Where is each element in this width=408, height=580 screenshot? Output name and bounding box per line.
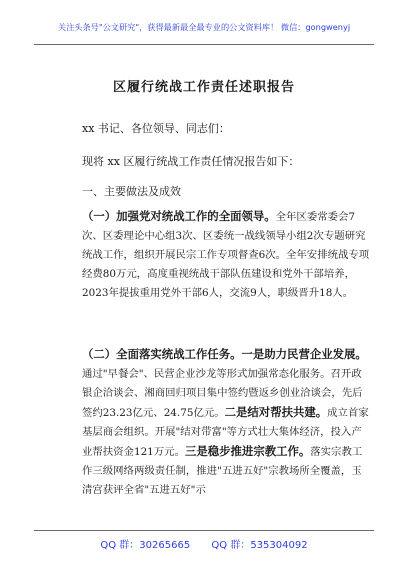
paragraph-2-body1: 通过"早餐会"、民营企业沙龙等形式加强常态化服务。召开政银企洽谈会、湘商回归项目集中签约暨返乡创业洽谈会，先后签约23.23亿元、24.75亿元。 bbox=[82, 368, 363, 419]
banner-divider bbox=[34, 44, 374, 45]
footer-divider bbox=[34, 530, 374, 531]
paragraph-1-lead: （一）加强党对统战工作的全面领导。 bbox=[82, 209, 276, 223]
paragraph-2-body3: 落实宗教工作三级网络两级责任制，推进"五进五好"宗教场所全覆盖，玉清宫获评全省"五进五好"示 bbox=[82, 446, 363, 496]
footer-qq-group-1: QQ 群：30265665 bbox=[100, 540, 191, 551]
paragraph-2 bbox=[82, 345, 372, 500]
paragraph-1 bbox=[82, 207, 372, 303]
paragraph-2-lead: （二）全面落实统战工作任务。 bbox=[82, 347, 242, 361]
intro-line: 现将 xx 区履行统战工作责任情况报告如下： bbox=[82, 155, 300, 168]
salutation: xx 书记、各位领导、同志们： bbox=[82, 122, 230, 135]
paragraph-1-body: 全年区委常委会7次、区委理论中心组3次、区委统一战线领导小组2次专题研究统战工作，组织开展民宗工作专项督查6次。全年安排统战专项经费80万元，高度重视统战干部队伍建设和党外干部培养，2023年提拔重用党外干部6人，交流9人，职级晋升18人。 bbox=[82, 211, 370, 299]
paragraph-2-body2: 成立首家基层商会组织。开展"结对带富"等方式壮大集体经济，投入产业帮扶资金121万元。 bbox=[82, 407, 369, 458]
paragraph-2-sub2: 二是结对帮扶共建。 bbox=[224, 405, 328, 419]
page-footer bbox=[0, 536, 408, 551]
paragraph-2-sub3: 三是稳步推进宗教工作。 bbox=[184, 444, 311, 458]
top-banner: 关注头条号"公文研究"，获得最新最全最专业的公文资料库！ 微信：gongwenyj bbox=[57, 22, 351, 32]
paragraph-2-sub1: 一是助力民营企业发展。 bbox=[241, 347, 367, 361]
footer-qq-group-2: QQ 群：535304092 bbox=[211, 540, 308, 551]
section-heading: 一、主要做法及成效 bbox=[82, 185, 181, 198]
document-title: 区履行统战工作责任述职报告 bbox=[112, 80, 295, 95]
